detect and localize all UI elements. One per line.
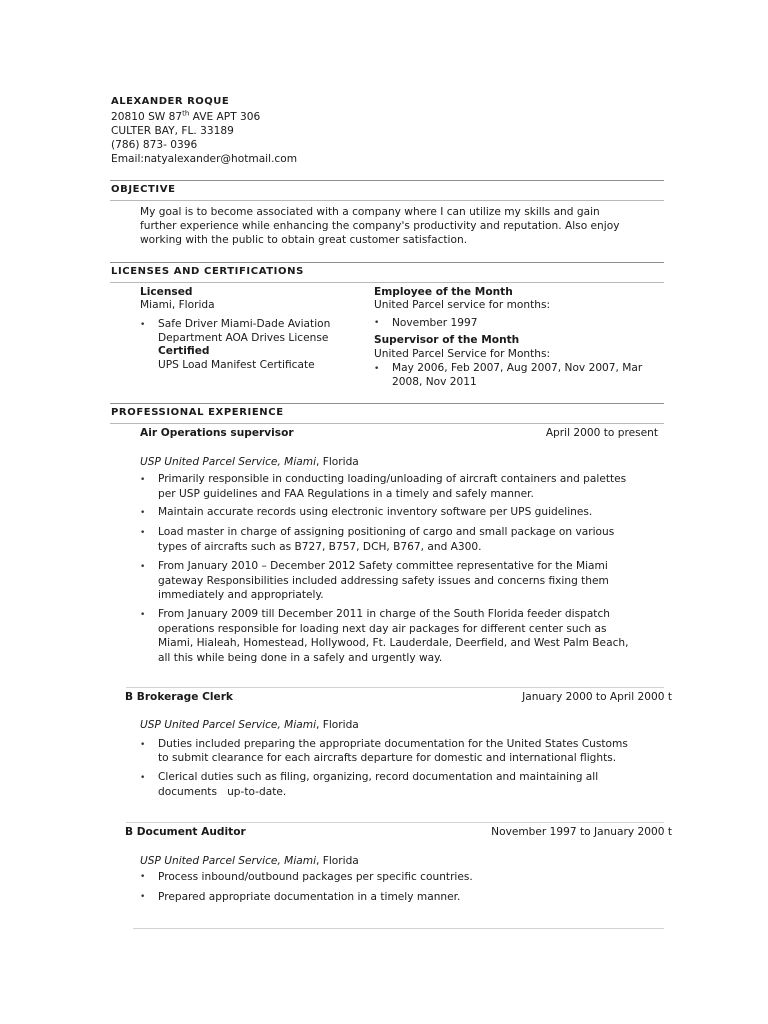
employee-month-bullet: • November 1997 xyxy=(392,317,477,329)
employee-month-title: Employee of the Month xyxy=(374,286,513,298)
bullet-line: all this while being done in a safely and urgently way. xyxy=(158,651,443,664)
licensed-title: Licensed xyxy=(140,286,193,298)
certified-text: UPS Load Manifest Certificate xyxy=(158,359,315,371)
street-address xyxy=(111,111,260,123)
bullet-line: Miami, Hialeah, Homestead, Hollywood, Ft. Lauderdale, Deerfield, and West Palm Beach, xyxy=(158,637,629,649)
job-company xyxy=(140,855,359,867)
company-name: USP United Parcel Service, Miami xyxy=(140,719,317,731)
objective-text xyxy=(140,205,619,247)
bullet-line: immediately and appropriately. xyxy=(158,589,324,601)
license-bullet xyxy=(158,317,330,345)
bullet-line: documents up-to-date. xyxy=(158,785,287,798)
bullet-line: • Primarily responsible in conducting loading/unloading of aircraft containers and palettes xyxy=(158,473,627,485)
objective-top-rule xyxy=(110,180,664,181)
job-divider xyxy=(126,687,664,688)
bullet-line: types of aircrafts such as B727, B757, DCH, B767, and A300. xyxy=(158,540,482,553)
experience-bottom-rule xyxy=(110,423,664,424)
job-title: B Document Auditor xyxy=(125,826,246,838)
job-bullet xyxy=(158,472,626,501)
licenses-heading: LICENSES AND CERTIFICATIONS xyxy=(111,266,304,277)
supervisor-bullet-line: • May 2006, Feb 2007, Aug 2007, Nov 2007, Mar xyxy=(392,362,643,374)
job-bullet xyxy=(158,871,473,883)
license-bullet-line: Department AOA Drives License xyxy=(158,332,329,344)
objective-heading: OBJECTIVE xyxy=(111,184,176,195)
email-address: Email:natyalexander@hotmail.com xyxy=(111,153,298,165)
licenses-bottom-rule xyxy=(110,282,664,283)
page-end-rule xyxy=(133,928,664,929)
supervisor-month-title: Supervisor of the Month xyxy=(374,334,520,346)
bullet-line: • From January 2009 till December 2011 in charge of the South Florida feeder dispatch xyxy=(158,608,610,620)
city-line: CULTER BAY, FL. 33189 xyxy=(111,125,234,137)
bullet-line: gateway Responsibilities included addressing safety issues and concerns fixing them xyxy=(158,574,609,587)
bullet-line: • From January 2010 – December 2012 Safety committee representative for the Miami xyxy=(158,560,608,572)
bullet-line: per USP guidelines and FAA Regulations in a timely and safely manner. xyxy=(158,487,534,500)
job-bullet xyxy=(158,891,460,903)
job-bullet xyxy=(158,505,592,520)
phone-number: (786) 873- 0396 xyxy=(111,139,198,151)
address-post: AVE APT 306 xyxy=(189,111,261,123)
licenses-top-rule xyxy=(110,262,664,263)
experience-heading: PROFESSIONAL EXPERIENCE xyxy=(111,407,284,418)
bullet-line: • Load master in charge of assigning positioning of cargo and small package on various xyxy=(158,526,615,538)
job-dates: January 2000 to April 2000 t xyxy=(522,691,672,703)
objective-bottom-rule xyxy=(110,200,664,201)
licensed-location: Miami, Florida xyxy=(140,299,215,311)
bullet-line: operations responsible for loading next day air packages for different center such as xyxy=(158,622,607,635)
job-bullet xyxy=(158,525,614,554)
company-location: , Florida xyxy=(316,719,359,731)
company-location: , Florida xyxy=(316,456,359,468)
job-bullet xyxy=(158,737,628,765)
objective-line: further experience while enhancing the company's productivity and reputation. Also enjoy xyxy=(140,220,620,232)
company-name: USP United Parcel Service, Miami xyxy=(140,855,317,867)
certified-title: Certified xyxy=(158,345,210,357)
objective-line: My goal is to become associated with a company where I can utilize my skills and gain xyxy=(140,206,600,218)
job-title: B Brokerage Clerk xyxy=(125,691,233,703)
company-name: USP United Parcel Service, Miami xyxy=(140,456,317,468)
job-dates: April 2000 to present xyxy=(545,427,658,439)
address-pre: 20810 SW 87 xyxy=(111,111,183,123)
employee-month-subtitle: United Parcel service for months: xyxy=(374,299,551,311)
bullet-line: • Clerical duties such as filing, organizing, record documentation and maintaining all xyxy=(158,771,599,783)
license-bullet-line: • Safe Driver Miami-Dade Aviation xyxy=(158,318,331,330)
bullet-line: to submit clearance for each aircrafts departure for domestic and international flights. xyxy=(158,752,617,764)
job-title: Air Operations supervisor xyxy=(140,427,294,439)
address-sup: th xyxy=(182,109,190,118)
job-company xyxy=(140,456,359,468)
job-bullet xyxy=(158,607,628,665)
job-divider xyxy=(126,822,664,823)
bullet-line: • Process inbound/outbound packages per specific countries. xyxy=(158,871,473,883)
supervisor-month-subtitle: United Parcel Service for Months: xyxy=(374,348,551,360)
job-company xyxy=(140,719,359,731)
experience-top-rule xyxy=(110,403,664,404)
bullet-line: • Maintain accurate records using electronic inventory software per UPS guidelines. xyxy=(158,506,593,518)
candidate-name: ALEXANDER ROQUE xyxy=(111,96,230,107)
bullet-line: • Prepared appropriate documentation in a timely manner. xyxy=(158,891,461,903)
job-bullet xyxy=(158,770,598,799)
job-bullet xyxy=(158,559,609,603)
objective-line: working with the public to obtain great customer satisfaction. xyxy=(140,234,468,246)
company-location: , Florida xyxy=(316,855,359,867)
bullet-line: • Duties included preparing the appropriate documentation for the United States Customs xyxy=(158,738,628,750)
supervisor-bullet-line: 2008, Nov 2011 xyxy=(392,376,477,388)
job-dates: November 1997 to January 2000 t xyxy=(491,826,672,838)
supervisor-month-bullet xyxy=(392,361,642,389)
